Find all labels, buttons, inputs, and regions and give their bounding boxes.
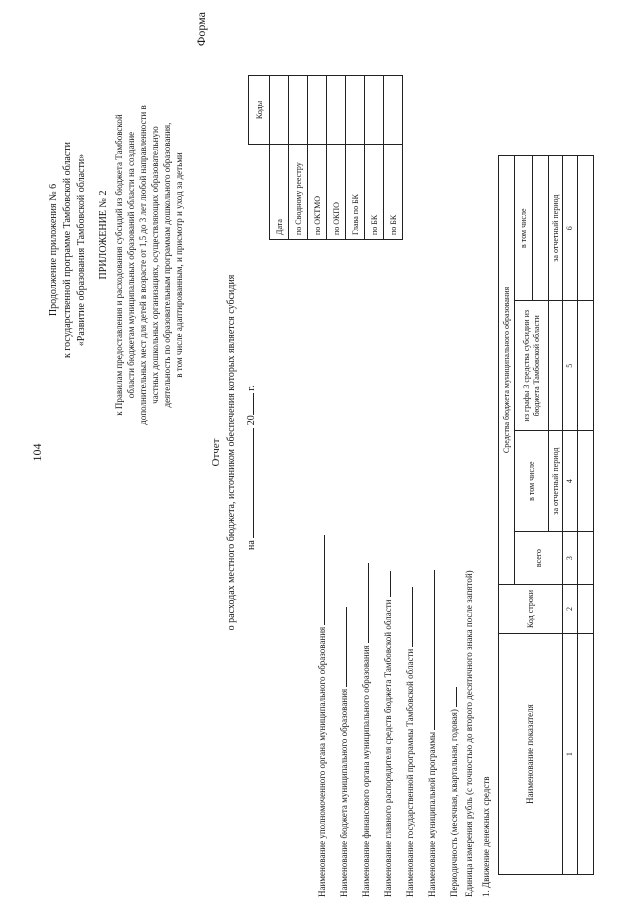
field-blank[interactable] [401,587,413,647]
table-cell[interactable] [578,532,594,585]
funds-movement-table [498,155,594,875]
appendix-title: ПРИЛОЖЕНИЕ № 2 [98,190,109,280]
header-indicator-name: Наименование показателя [499,634,563,875]
codes-row-label: по ОКТМО [308,145,327,240]
report-date-suffix: г. [246,385,257,391]
field-label: Наименование главного распорядителя средств бюджета Тамбовской области [383,599,393,897]
codes-row-label: Дата [270,145,289,240]
form-label: Форма [194,12,208,47]
header-total: всего [515,532,563,585]
header-including-2: в том числе [515,156,533,301]
rules-line-4: частных дошкольных организациях, осуществляющих образовательную [150,126,160,404]
field-main-manager [379,571,393,897]
report-subtitle: о расходах местного бюджета, источником обеспечения которых является субсидия [226,274,237,631]
field-blank[interactable] [379,571,391,597]
report-date-blank [242,428,254,538]
rules-line-5: деятельность по образовательным программам дошкольного образования, [162,122,172,408]
codes-row-value[interactable] [346,76,365,145]
header-municipal-funds: Средства бюджета муниципального образования [499,156,515,585]
column-number: 5 [563,301,578,431]
field-label: Наименование бюджета муниципального образования [339,688,349,897]
codes-row-value[interactable] [365,76,384,145]
report-date [242,385,257,550]
field-authorized-body [313,535,327,897]
report-title: Отчет [210,438,222,467]
page-number: 104 [30,443,44,462]
field-state-program [401,587,415,897]
rules-line-3: дополнительных мест для детей в возрасте от 1,5 до 3 лет любой направленности в [138,105,148,425]
field-label: Периодичность (месячная, квартальная, годовая) [449,709,459,897]
field-label: Наименование муниципальной программы [427,731,437,897]
field-periodicity [445,687,459,897]
rules-line-2: области бюджетам муниципальных образований области на создание [126,131,136,399]
field-blank[interactable] [423,570,435,730]
codes-header: Коды [249,76,270,145]
rules-line-6: в том числе адаптированным, и присмотр и уход за детьми [174,152,184,378]
codes-row-value[interactable] [327,76,346,145]
header-reporting-period-2: за отчетный период [549,156,563,301]
report-year-blank [242,393,254,415]
codes-row-value[interactable] [384,76,403,145]
codes-row-label: по БК [384,145,403,240]
field-municipal-budget [335,607,349,897]
header-including-1: в том числе [515,430,549,531]
header-row-code: Код строки [499,584,563,633]
field-blank[interactable] [335,607,347,687]
codes-table [248,75,403,240]
column-number: 1 [563,634,578,875]
codes-row-label: по ОКПО [327,145,346,240]
table-cell[interactable] [578,301,594,431]
codes-row-value[interactable] [308,76,327,145]
field-blank[interactable] [313,535,325,625]
report-date-prefix: на [246,540,257,550]
table-cell[interactable] [578,430,594,531]
field-label: Наименование финансового органа муниципального образования [361,645,371,897]
table-cell[interactable] [578,156,594,301]
header-spacer [533,156,549,301]
codes-row-label: Глава по БК [346,145,365,240]
header-subsidy-from-region: из графы 3 средства субсидии из бюджета Тамбовской области [515,301,549,431]
header-line-3: «Развитие образования Тамбовской области» [76,153,87,347]
field-label: Наименование уполномоченного органа муниципального образования [317,626,327,897]
section-title: 1. Движение денежных средств [481,776,491,897]
codes-row-value[interactable] [270,76,289,145]
rules-line-1: к Правилам предоставления и расходования субсидий из бюджета Тамбовской [114,114,124,416]
codes-row-label: по Сводному реестру [289,145,308,240]
column-number: 2 [563,584,578,633]
report-date-year: 20 [246,415,257,426]
codes-row-value[interactable] [289,76,308,145]
column-number: 3 [563,532,578,585]
table-cell[interactable] [578,634,594,875]
header-line-2: к государственной программе Тамбовской области [62,141,73,359]
field-municipal-program [423,570,437,897]
table-cell[interactable] [578,584,594,633]
column-number: 4 [563,430,578,531]
header-reporting-period-1: за отчетный период [549,430,563,531]
field-finance-body [357,563,371,897]
codes-blank-header [249,145,270,240]
field-blank[interactable] [357,563,369,643]
header-line-1: Продолжение приложения № 6 [48,183,59,317]
field-blank[interactable] [445,687,457,707]
column-number: 6 [563,156,578,301]
field-unit: Единица измерения рубль (с точностью до второго десятичного знака после запятой) [464,570,474,897]
field-label: Наименование государственной программы Тамбовской области [405,648,415,897]
header-spacer-2 [549,301,563,431]
codes-row-label: по БК [365,145,384,240]
